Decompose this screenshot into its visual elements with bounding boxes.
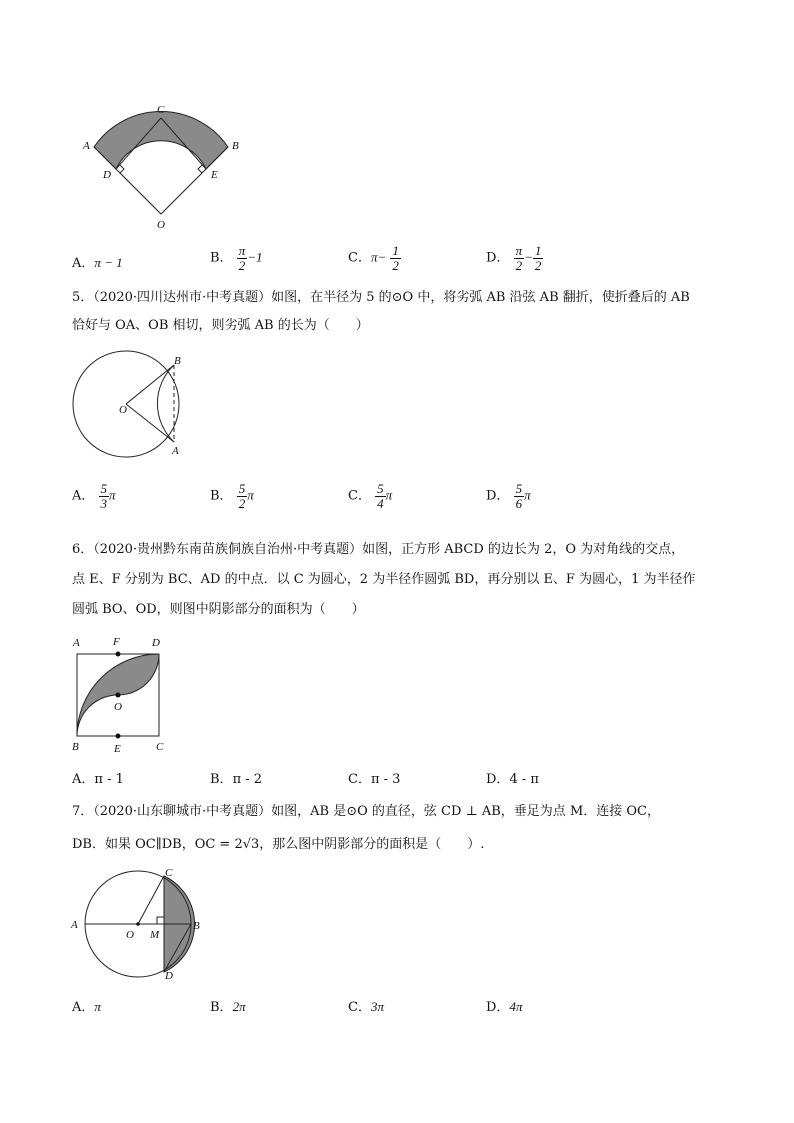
q4-option-d[interactable]: D． $\frac{\pi}{2}$ − $\frac{1}{2}$ [486, 243, 542, 273]
q5-figure [68, 350, 198, 462]
q6-label-c: C [156, 741, 164, 753]
q6-label-a: A [73, 637, 80, 649]
q7-stem [72, 795, 732, 861]
q4-label-c: C [157, 104, 165, 116]
q5-line-1: 5．（2020·四川达州市·中考真题）如图，在半径为 5 的⊙O 中，将劣弧 AB 沿弦 AB 翻折，使折叠后的 AB [72, 290, 690, 305]
fraction: $\frac{5}{6}$ [515, 481, 523, 511]
fraction: $\frac{\pi}{2}$ [515, 243, 523, 273]
q4-label-o: O [157, 219, 165, 231]
q7-option-c[interactable]: C．3π [348, 999, 384, 1015]
q4-label-a: A [83, 140, 90, 152]
q6-options [72, 768, 752, 788]
q6-figure [68, 632, 178, 758]
q7-option-b[interactable]: B．2π [210, 999, 246, 1015]
q5-options [72, 482, 752, 516]
q4-option-c[interactable]: C．π− $\frac{1}{2}$ [348, 243, 399, 273]
q5-label-a: A [172, 445, 179, 457]
q6-label-e: E [114, 743, 121, 755]
q4-label-e: E [211, 169, 218, 181]
q7-figure [68, 866, 203, 982]
q7-line-1: 7．（2020·山东聊城市·中考真题）如图，AB 是⊙O 的直径，弦 CD ⊥ AB，垂足为点 M．连接 OC， [72, 804, 660, 819]
fraction: $\frac{5}{2}$ [238, 481, 246, 511]
q4-figure [80, 100, 240, 235]
q6-line-3: 圆弧 BO、OD，则图中阴影部分的面积为（ ） [72, 602, 365, 617]
q7-label-c: C [165, 867, 173, 879]
q7-label-m: M [150, 929, 160, 941]
q6-option-d[interactable]: D．4 - π [486, 772, 539, 787]
q6-label-d: D [152, 637, 160, 649]
q6-label-f: F [113, 636, 120, 648]
q5-label-b: B [174, 355, 181, 367]
q6-line-2: 点 E、F 分别为 BC、AD 的中点．以 C 为圆心，2 为半径作圆弧 BD，再分别以 E、F 为圆心，1 为半径作 [72, 572, 696, 587]
q5-option-b[interactable]: B． $\frac{5}{2}$ π [210, 481, 254, 511]
q5-option-c[interactable]: C． $\frac{5}{4}$ π [348, 481, 393, 511]
q6-option-a[interactable]: A．π - 1 [72, 772, 124, 787]
q6-label-o: O [114, 701, 122, 713]
q6-option-c[interactable]: C．π - 3 [348, 772, 401, 787]
q7-options [72, 996, 752, 1016]
q7-option-d[interactable]: D．4π [486, 999, 523, 1015]
fraction: $\frac{5}{3}$ [100, 481, 108, 511]
q7-option-a[interactable]: A．π [72, 999, 101, 1015]
q4-option-b[interactable]: B． $\frac{\pi}{2}$ −1 [210, 243, 263, 273]
q5-label-o: O [119, 404, 127, 416]
q6-option-b[interactable]: B．π - 2 [210, 772, 263, 787]
q6-stem [72, 535, 732, 625]
q7-label-d: D [165, 970, 173, 982]
q4-option-a[interactable]: A．π − 1 [72, 255, 123, 271]
fraction: $\frac{5}{4}$ [377, 481, 384, 511]
fraction: $\frac{\pi}{2}$ [238, 243, 246, 273]
q5-option-a[interactable]: A． $\frac{5}{3}$ π [72, 481, 116, 511]
q4-shaded-band [94, 112, 228, 169]
q7-label-o: O [126, 929, 134, 941]
fraction: $\frac{1}{2}$ [534, 243, 542, 273]
q4-label-b: B [232, 140, 239, 152]
q6-line-1: 6．（2020·贵州黔东南苗族侗族自治州·中考真题）如图，正方形 ABCD 的边长为 2，O 为对角线的交点， [72, 542, 685, 557]
q5-line-2: 恰好与 OA、OB 相切，则劣弧 AB 的长为（ ） [72, 318, 369, 333]
q5-option-d[interactable]: D． $\frac{5}{6}$ π [486, 481, 531, 511]
q6-label-b: B [72, 741, 79, 753]
fraction: $\frac{1}{2}$ [392, 243, 399, 273]
q7-label-a: A [71, 919, 78, 931]
q7-label-b: B [193, 920, 200, 932]
q5-stem [72, 284, 732, 340]
q4-label-d: D [103, 169, 111, 181]
q4-options [72, 244, 752, 278]
q7-line-2: DB．如果 OC∥DB，OC = 2√3，那么图中阴影部分的面积是（ ）. [72, 837, 485, 852]
